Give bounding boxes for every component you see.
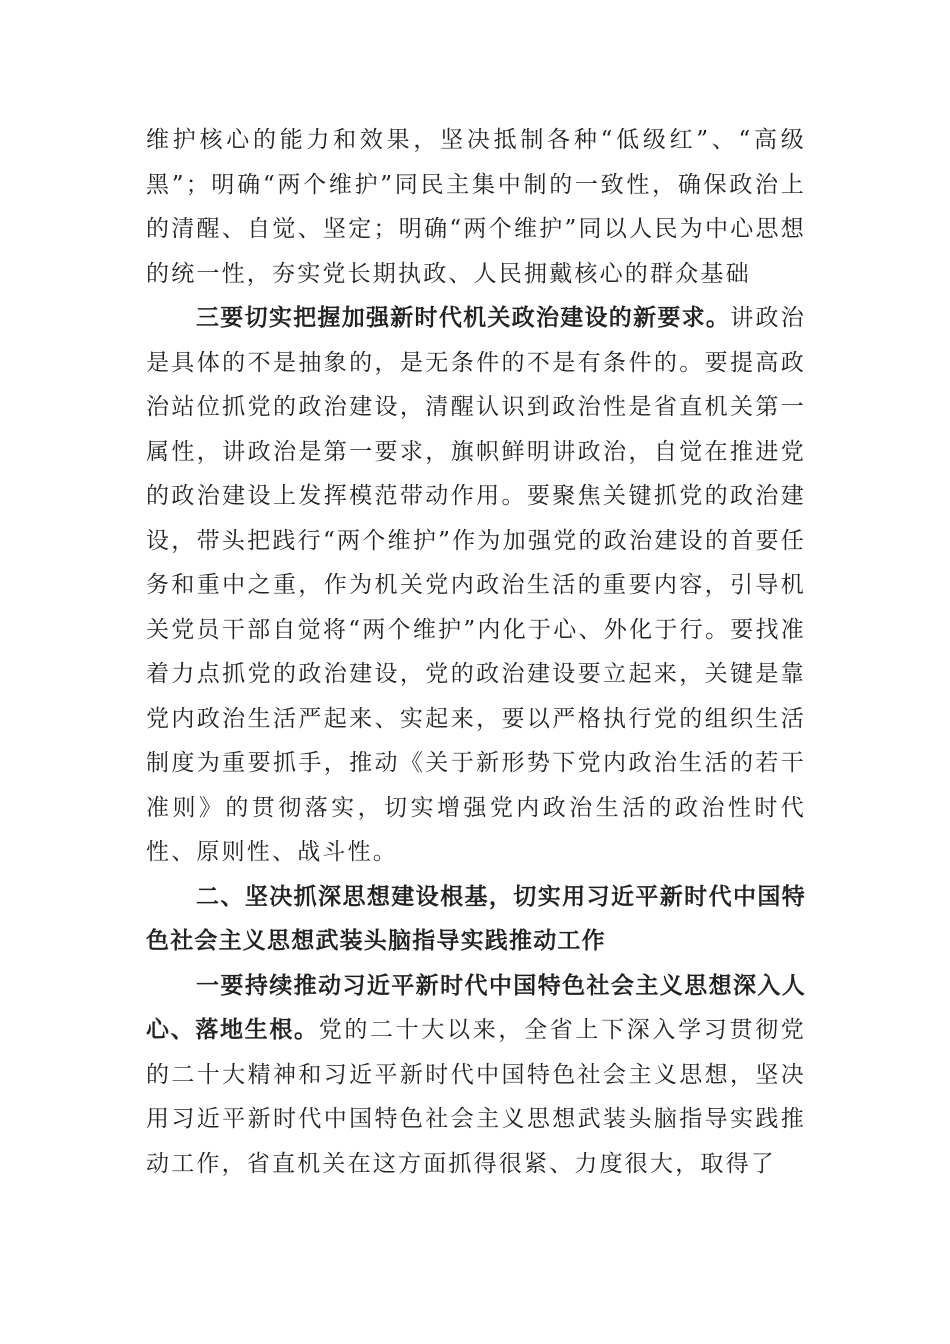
section-heading	[146, 875, 806, 964]
paragraph-text: 党的二十大以来，全省上下深入学习贯彻党的二十大精神和习近平新时代中国特色社会主义思想，坚决用习近平新时代中国特色社会主义思想武装头脑指导实践推动工作，省直机关在这方面抓得很紧、力度很大，取得了	[146, 1017, 806, 1177]
paragraph-point-one	[146, 964, 806, 1187]
paragraph-lead: 三要切实把握加强新时代机关政治建设的新要求。	[196, 305, 731, 331]
section-heading-text: 二、坚决抓深思想建设根基，切实用习近平新时代中国特色社会主义思想武装头脑指导实践推动工作	[146, 883, 806, 954]
paragraph-continued	[146, 118, 806, 296]
document-page	[146, 118, 806, 1186]
paragraph-text: 维护核心的能力和效果，坚决抵制各种“低级红”、“高级黑”；明确“两个维护”同民主集中制的一致性，确保政治上的清醒、自觉、坚定；明确“两个维护”同以人民为中心思想的统一性，夯实党长期执政、人民拥戴核心的群众基础	[146, 127, 806, 287]
paragraph-point-three	[146, 296, 806, 875]
paragraph-lead: 一要持续推动习近平新时代中国特色社会主义思想深入人心、落地生根。	[146, 972, 806, 1043]
paragraph-text: 讲政治是具体的不是抽象的，是无条件的不是有条件的。要提高政治站位抓党的政治建设，清醒认识到政治性是省直机关第一属性，讲政治是第一要求，旗帜鲜明讲政治，自觉在推进党的政治建设上发挥模范带动作用。要聚焦关键抓党的政治建设，带头把践行“两个维护”作为加强党的政治建设的首要任务和重中之重，作为机关党内政治生活的重要内容，引导机关党员干部自觉将“两个维护”内化于心、外化于行。要找准着力点抓党的政治建设，党的政治建设要立起来，关键是靠党内政治生活严起来、实起来，要以严格执行党的组织生活制度为重要抓手，推动《关于新形势下党内政治生活的若干准则》的贯彻落实，切实增强党内政治生活的政治性时代性、原则性、战斗性。	[146, 305, 806, 865]
